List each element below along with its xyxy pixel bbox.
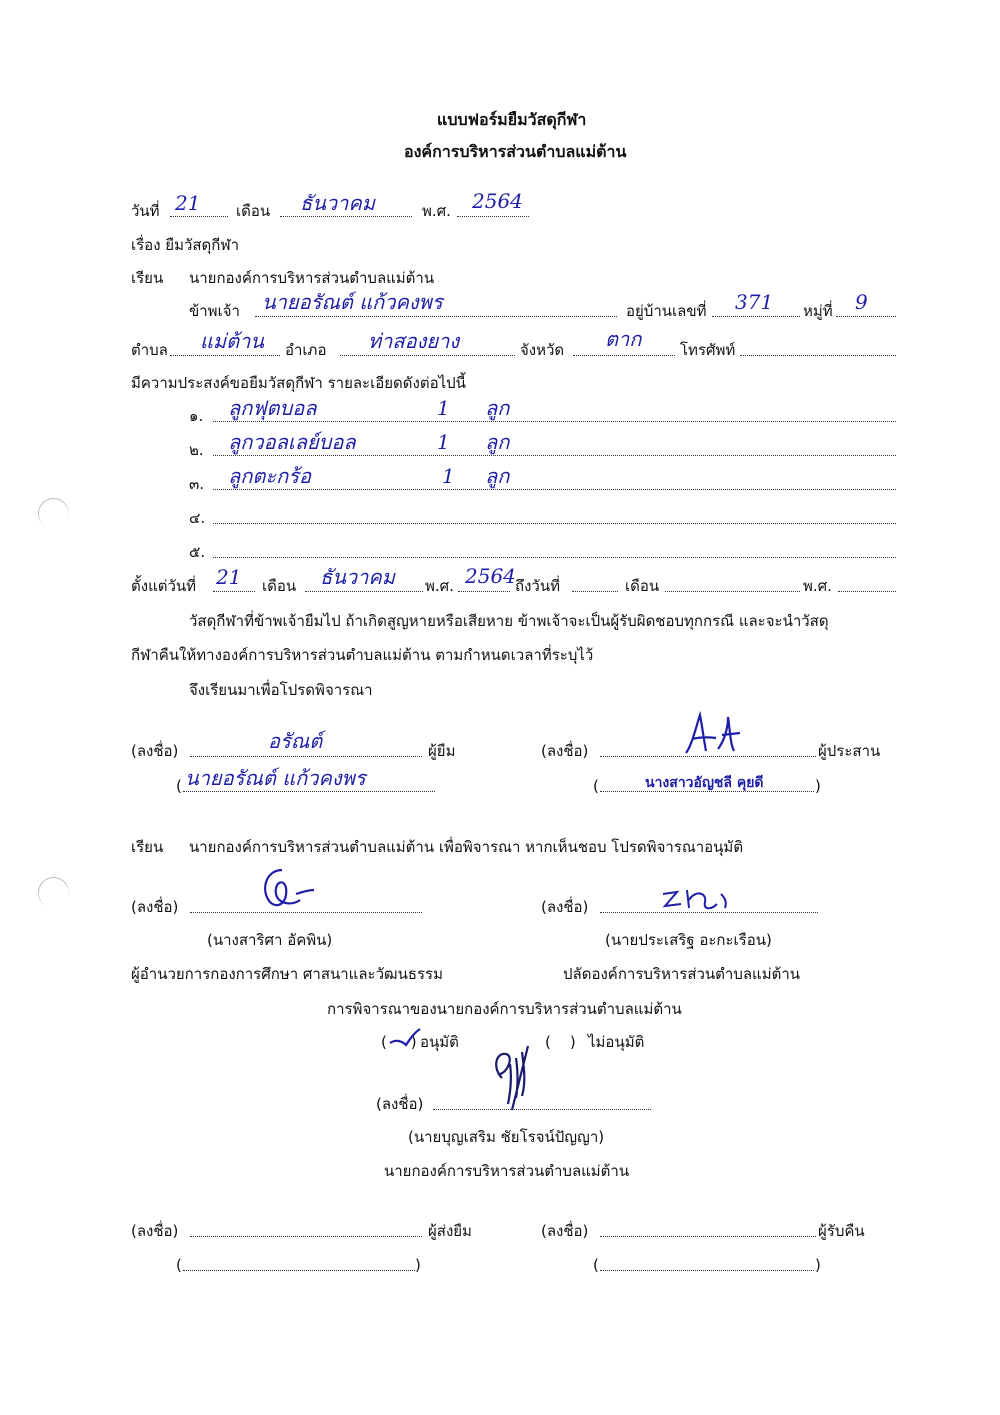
- moo-label: หมู่ที่: [803, 302, 833, 320]
- period-year-dots: [458, 591, 510, 592]
- moo-dots: [836, 316, 896, 317]
- house-number-value: 371: [735, 290, 774, 314]
- period-to-month-label: เดือน: [625, 577, 660, 595]
- reject-label: ไม่อนุมัติ: [588, 1033, 645, 1051]
- day-label: วันที่: [131, 202, 160, 220]
- house-number-dots: [712, 316, 800, 317]
- item-dots: [213, 557, 896, 558]
- subject: เรื่อง ยืมวัสดุกีฬา: [131, 236, 240, 254]
- period-to-year-dots: [838, 591, 896, 592]
- coordinator-role: ผู้ประสาน: [818, 742, 881, 760]
- item-number: ๓.: [189, 475, 205, 493]
- period-from-dots: [213, 591, 255, 592]
- period-from-label: ตั้งแต่วันที่: [131, 577, 197, 595]
- period-year-label: พ.ศ.: [425, 577, 454, 595]
- item-number: ๕.: [189, 543, 206, 561]
- period-to-dots: [572, 591, 618, 592]
- period-from-year: 2564: [465, 564, 516, 588]
- item-dots: [213, 455, 896, 456]
- month-value: ธันวาคม: [300, 191, 375, 215]
- declaration-line-2: กีฬาคืนให้ทางองค์การบริหารส่วนตำบลแม่ต้าน ตามกำหนดเวลาที่ระบุไว้: [131, 646, 594, 664]
- province-dots: [573, 355, 675, 356]
- period-month-label: เดือน: [262, 577, 297, 595]
- borrower-name-open-paren: (: [176, 777, 182, 795]
- declaration-line-1: วัสดุกีฬาที่ข้าพเจ้ายืมไป ถ้าเกิดสูญหายหรือเสียหาย ข้าพเจ้าจะเป็นผู้รับผิดชอบทุกกรณี และจะนำวัสดุ: [189, 612, 829, 630]
- approve-checkbox[interactable]: ( ): [381, 1033, 417, 1051]
- reject-checkbox[interactable]: ( ): [545, 1033, 576, 1051]
- borrower-sign-label: (ลงชื่อ): [131, 742, 179, 760]
- borrower-sign-dots: [190, 756, 422, 757]
- form-title: แบบฟอร์มยืมวัสดุกีฬา: [437, 110, 587, 129]
- period-from-day: 21: [216, 565, 242, 589]
- organization-title: องค์การบริหารส่วนตำบลแม่ต้าน: [404, 142, 627, 161]
- item-unit: ลูก: [485, 464, 510, 488]
- director-position: ผู้อำนวยการกองการศึกษา ศาสนาและวัฒนธรรม: [131, 965, 443, 983]
- year-label: พ.ศ.: [422, 202, 451, 220]
- forward-label: เรียน: [131, 838, 164, 856]
- director-sign-label: (ลงชื่อ): [131, 898, 179, 916]
- item-dots: [213, 523, 896, 524]
- phone-dots: [740, 355, 896, 356]
- receiver-sign-label: (ลงชื่อ): [541, 1222, 589, 1240]
- sender-role: ผู้ส่งยืม: [428, 1222, 472, 1240]
- coordinator-name-close-paren: ): [815, 777, 821, 795]
- item-number: ๑.: [189, 407, 204, 425]
- deputy-name: (นายประเสริฐ อะกะเรือน): [605, 931, 772, 949]
- deputy-position: ปลัดองค์การบริหารส่วนตำบลแม่ต้าน: [563, 965, 801, 983]
- item-dots: [213, 421, 896, 422]
- mayor-sign-label: (ลงชื่อ): [376, 1095, 424, 1113]
- moo-value: 9: [855, 290, 868, 314]
- province-label: จังหวัด: [520, 341, 565, 359]
- item-unit: ลูก: [485, 430, 510, 454]
- receiver-sign-dots: [600, 1236, 816, 1237]
- amphoe-label: อำเภอ: [285, 341, 327, 359]
- sender-name-open-paren: (: [176, 1256, 182, 1274]
- item-number: ๔.: [189, 509, 206, 527]
- coordinator-printed-name: นางสาวอัญชลี คุยดี: [645, 775, 764, 791]
- tambon-dots: [170, 355, 280, 356]
- item-quantity: 1: [442, 464, 455, 488]
- period-to-month-dots: [665, 591, 800, 592]
- item-unit: ลูก: [485, 396, 510, 420]
- consideration-title: การพิจารณาของนายกองค์การบริหารส่วนตำบลแม่ต้าน: [327, 1000, 682, 1018]
- director-name: (นางสาริศา อัคพิน): [207, 931, 333, 949]
- period-month-dots: [305, 591, 423, 592]
- closing-text: จึงเรียนมาเพื่อโปรดพิจารณา: [189, 681, 373, 699]
- period-from-month: ธันวาคม: [320, 565, 395, 589]
- period-to-year-label: พ.ศ.: [803, 577, 832, 595]
- borrower-name-dots: [183, 791, 435, 792]
- coordinator-name-open-paren: (: [593, 777, 599, 795]
- year-value: 2564: [472, 189, 523, 213]
- applicant-name-label: ข้าพเจ้า: [189, 302, 240, 320]
- item-quantity: 1: [437, 396, 450, 420]
- period-to-label: ถึงวันที่: [515, 577, 560, 595]
- punch-hole-bottom: [34, 873, 74, 913]
- item-name: ลูกวอลเลย์บอล: [228, 430, 356, 454]
- deputy-signature: [655, 880, 745, 920]
- receiver-role: ผู้รับคืน: [818, 1222, 865, 1240]
- coordinator-signature: [678, 705, 768, 765]
- borrower-signature: อรัณต์: [268, 729, 323, 753]
- receiver-name-open-paren: (: [593, 1256, 599, 1274]
- amphoe-dots: [340, 355, 515, 356]
- receiver-name-dots: [600, 1270, 814, 1271]
- day-dots: [170, 216, 228, 217]
- item-quantity: 1: [437, 430, 450, 454]
- purpose-text: มีความประสงค์ขอยืมวัสดุกีฬา รายละเอียดดังต่อไปนี้: [131, 374, 466, 392]
- borrower-printed-name: นายอรัณต์ แก้วคงพร: [185, 766, 366, 790]
- phone-label: โทรศัพท์: [680, 341, 736, 359]
- receiver-name-close-paren: ): [815, 1256, 821, 1274]
- year-dots: [457, 216, 529, 217]
- mayor-name: (นายบุญเสริม ชัยโรจน์ปัญญา): [408, 1128, 605, 1146]
- month-label: เดือน: [236, 202, 271, 220]
- punch-hole-top: [34, 494, 74, 534]
- salutation-text: นายกองค์การบริหารส่วนตำบลแม่ต้าน: [189, 269, 435, 287]
- item-dots: [213, 489, 896, 490]
- coordinator-sign-label: (ลงชื่อ): [541, 742, 589, 760]
- item-name: ลูกฟุตบอล: [228, 396, 317, 420]
- sender-sign-dots: [190, 1236, 422, 1237]
- borrower-role: ผู้ยืม: [428, 742, 456, 760]
- applicant-name-value: นายอรัณต์ แก้วคงพร: [262, 290, 443, 314]
- applicant-name-dots: [255, 316, 617, 317]
- salutation-label: เรียน: [131, 269, 164, 287]
- item-name: ลูกตะกร้อ: [228, 464, 311, 488]
- tambon-value: แม่ต้าน: [200, 329, 264, 353]
- province-value: ตาก: [605, 327, 642, 351]
- house-number-label: อยู่บ้านเลขที่: [626, 302, 707, 320]
- sender-name-close-paren: ): [415, 1256, 421, 1274]
- sender-name-dots: [183, 1270, 415, 1271]
- tambon-label: ตำบล: [131, 341, 168, 359]
- mayor-position: นายกองค์การบริหารส่วนตำบลแม่ต้าน: [384, 1162, 630, 1180]
- forward-text: นายกองค์การบริหารส่วนตำบลแม่ต้าน เพื่อพิจารณา หากเห็นชอบ โปรดพิจารณาอนุมัติ: [189, 838, 744, 856]
- approve-label: อนุมัติ: [420, 1033, 459, 1051]
- amphoe-value: ท่าสองยาง: [368, 329, 460, 353]
- deputy-sign-label: (ลงชื่อ): [541, 898, 589, 916]
- month-dots: [280, 216, 412, 217]
- director-signature: [252, 860, 332, 920]
- item-number: ๒.: [189, 441, 204, 459]
- day-value: 21: [175, 191, 201, 215]
- sender-sign-label: (ลงชื่อ): [131, 1222, 179, 1240]
- mayor-signature: [482, 1038, 552, 1118]
